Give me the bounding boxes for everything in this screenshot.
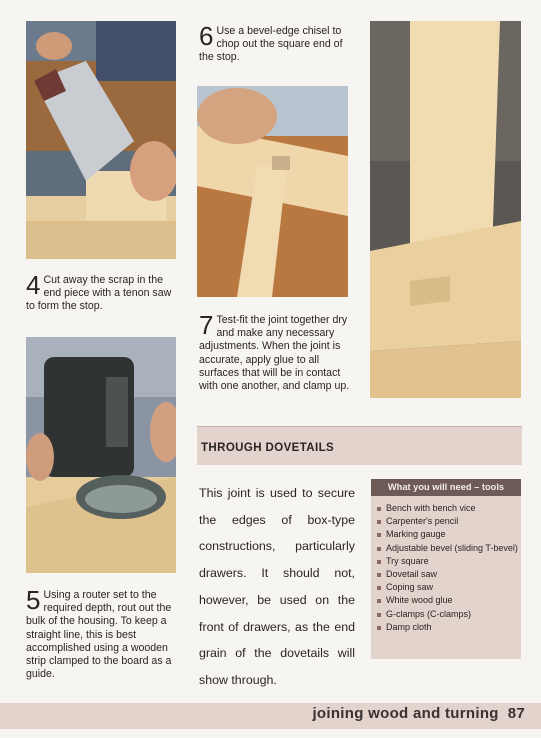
tool-item: G-clamps (C-clamps) [377, 608, 521, 621]
tool-item: Damp cloth [377, 621, 521, 634]
section-heading [197, 426, 522, 465]
tools-list [371, 496, 521, 634]
step-6-number: 6 [199, 21, 214, 51]
section-title: THROUGH DOVETAILS [201, 442, 335, 454]
step-4-text: Cut away the scrap in the end piece with a tenon saw to form the stop. [26, 274, 172, 313]
photo-chisel [197, 86, 348, 297]
tool-item: Bench with bench vice [377, 502, 521, 515]
photo-finished-joint [370, 21, 521, 398]
tools-title: What you will need – tools [371, 479, 521, 496]
tool-item: Coping saw [377, 581, 521, 594]
step-6-text: Use a bevel-edge chisel to chop out the square end of the stop. [199, 25, 343, 64]
step-5-number: 5 [26, 585, 41, 615]
tool-item: Dovetail saw [377, 568, 521, 581]
step-5 [26, 585, 176, 681]
step-4 [26, 270, 176, 314]
tool-item: Carpenter's pencil [377, 515, 521, 528]
section-intro: This joint is used to secure the edges of box-type constructions, particularly drawers. It should not, however, be used on the front of drawers, as the end grain of the dovetails will show through. [199, 486, 355, 687]
tool-item: White wood glue [377, 594, 521, 607]
step-4-number: 4 [26, 270, 41, 300]
photo-router [26, 337, 176, 573]
tool-item: Adjustable bevel (sliding T-bevel) [377, 542, 521, 555]
footer-text: joining wood and turning 87 [312, 705, 525, 722]
tools-box [371, 479, 521, 659]
step-7-number: 7 [199, 310, 214, 340]
photo-tenon-saw [26, 21, 176, 259]
step-7 [199, 310, 351, 393]
step-6 [199, 21, 349, 65]
tool-item: Try square [377, 555, 521, 568]
step-7-text: Test-fit the joint together dry and make any necessary adjustments. When the joint is accurate, apply glue to all surfaces that will be in contact with one another, and clamp up. [199, 314, 350, 393]
tool-item: Marking gauge [377, 528, 521, 541]
page-footer [0, 703, 541, 729]
step-5-text: Using a router set to the required depth, rout out the bulk of the housing. To keep a straight line, this is best accomplished using a wooden strip clamped to the board as a guide. [26, 589, 172, 681]
